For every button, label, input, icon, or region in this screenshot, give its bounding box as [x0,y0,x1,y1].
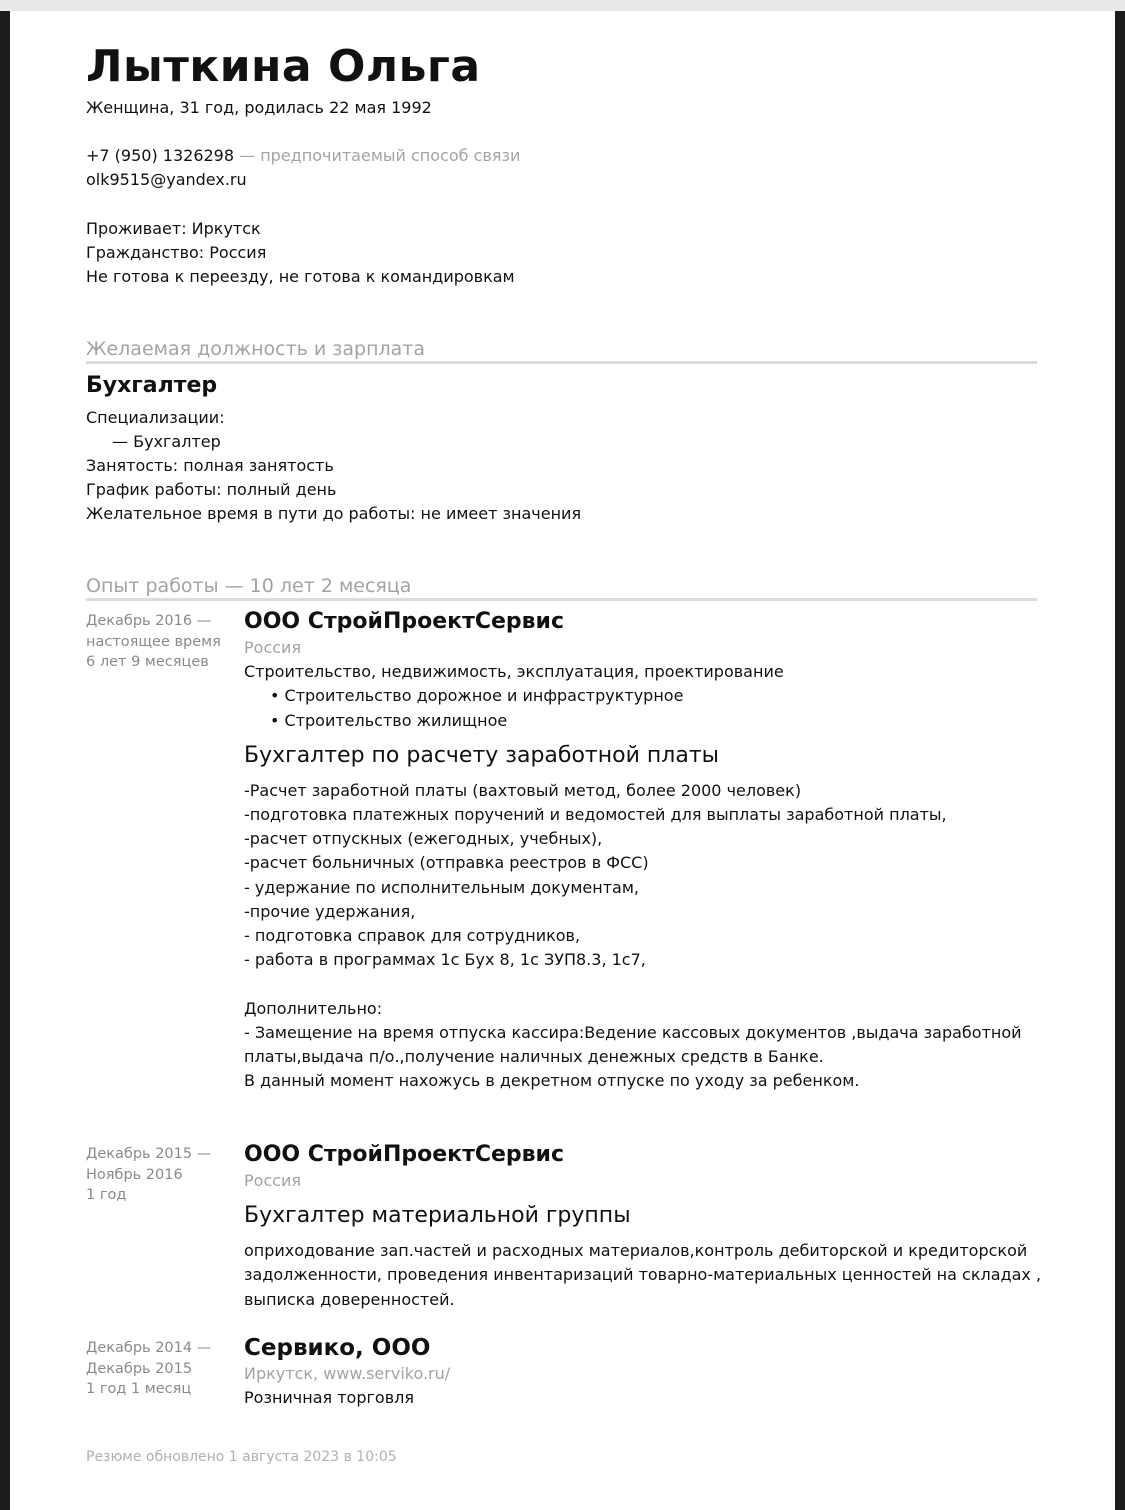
job-entry [244,608,1044,1093]
job-role: Бухгалтер по расчету заработной платы [244,742,719,768]
company-name: Сервико, ООО [244,1335,431,1361]
job-dates-end: Ноябрь 2016 [86,1166,183,1183]
relocation: Не готова к переезду, не готова к командировкам [86,267,515,286]
company-industry: Строительство, недвижимость, эксплуатация, проектирование [244,662,784,682]
job-duration: 6 лет 9 месяцев [86,654,209,670]
job-dates-start: Декабрь 2015 — [86,1146,212,1162]
job-duration: 1 год 1 месяц [86,1381,192,1397]
desired-position: Бухгалтер [86,373,218,398]
job-role: Бухгалтер материальной группы [244,1203,631,1229]
job-dates-start: Декабрь 2014 — [86,1340,212,1356]
job-dates-start: Декабрь 2016 — [86,613,212,629]
job-description: -Расчет заработной платы (вахтовый метод, более 2000 человек) -подготовка платежных поручений и ведомостей для выплаты заработной платы, -расчет отпускных (ежегодных, учебных), -расчет больничных (отправка реестров в ФСС) - удержание по исполнительным документам, -прочие удержания, - подготовка справок для сотрудников, - работа в программах 1с Бух 8, 1с ЗУП8.3, 1с7, Дополнительно: - Замещение на время отпуска кассира:Ведение кассовых документов ,выдача заработной платы,выдача п/о.,получение наличных денежных средств в Банке. В данный момент нахожусь в декретном отпуске по уходу за ребенком. [244,780,1022,1091]
specializations-label: Специализации: [86,408,225,427]
citizenship: Гражданство: Россия [86,243,267,262]
candidate-name: Лыткина Ольга [86,41,481,92]
job-entry [244,1334,1044,1410]
resume-page [10,11,1115,1510]
job-dates-end: настоящее время [86,633,221,650]
company-location: Россия [244,638,302,657]
commute: Желательное время в пути до работы: не имеет значения [86,504,582,523]
company-location-link[interactable]: Иркутск, www.serviko.ru/ [244,1364,451,1383]
phone-number[interactable]: +7 (950) 1326298 [86,146,235,165]
job-dates [86,611,236,673]
company-name: ООО СтройПроектСервис [244,1142,565,1167]
phone-note: — предпочитаемый способ связи [234,146,521,165]
personal-info: Женщина, 31 год, родилась 22 мая 1992 [86,98,432,117]
phone-line [86,146,520,166]
email-link[interactable]: olk9515@yandex.ru [86,170,247,189]
job-duration: 1 год [86,1187,127,1203]
section-title-experience: Опыт работы — 10 лет 2 месяца [86,574,1037,601]
section-title-desired: Желаемая должность и зарплата [86,337,1037,364]
industry-item: • Строительство дорожное и инфраструктурное [270,686,684,706]
job-dates [86,1338,236,1400]
company-industry: Розничная торговля [244,1388,414,1408]
resume-updated: Резюме обновлено 1 августа 2023 в 10:05 [86,1449,397,1465]
viewer-top-bar [0,0,1125,11]
schedule: График работы: полный день [86,480,337,499]
employment: Занятость: полная занятость [86,456,334,475]
residence: Проживает: Иркутск [86,219,261,238]
specialization-item: — Бухгалтер [112,432,221,451]
job-entry [244,1141,1044,1312]
job-dates-end: Декабрь 2015 [86,1360,193,1377]
job-dates [86,1144,236,1206]
industry-item: • Строительство жилищное [270,710,508,730]
company-location: Россия [244,1171,302,1190]
job-description: оприходование зап.частей и расходных материалов,контроль дебиторской и кредиторской задолженности, проведения инвентаризаций товарно-материальных ценностей на складах , выписка доверенностей. [244,1241,1042,1309]
company-name: ООО СтройПроектСервис [244,609,565,634]
